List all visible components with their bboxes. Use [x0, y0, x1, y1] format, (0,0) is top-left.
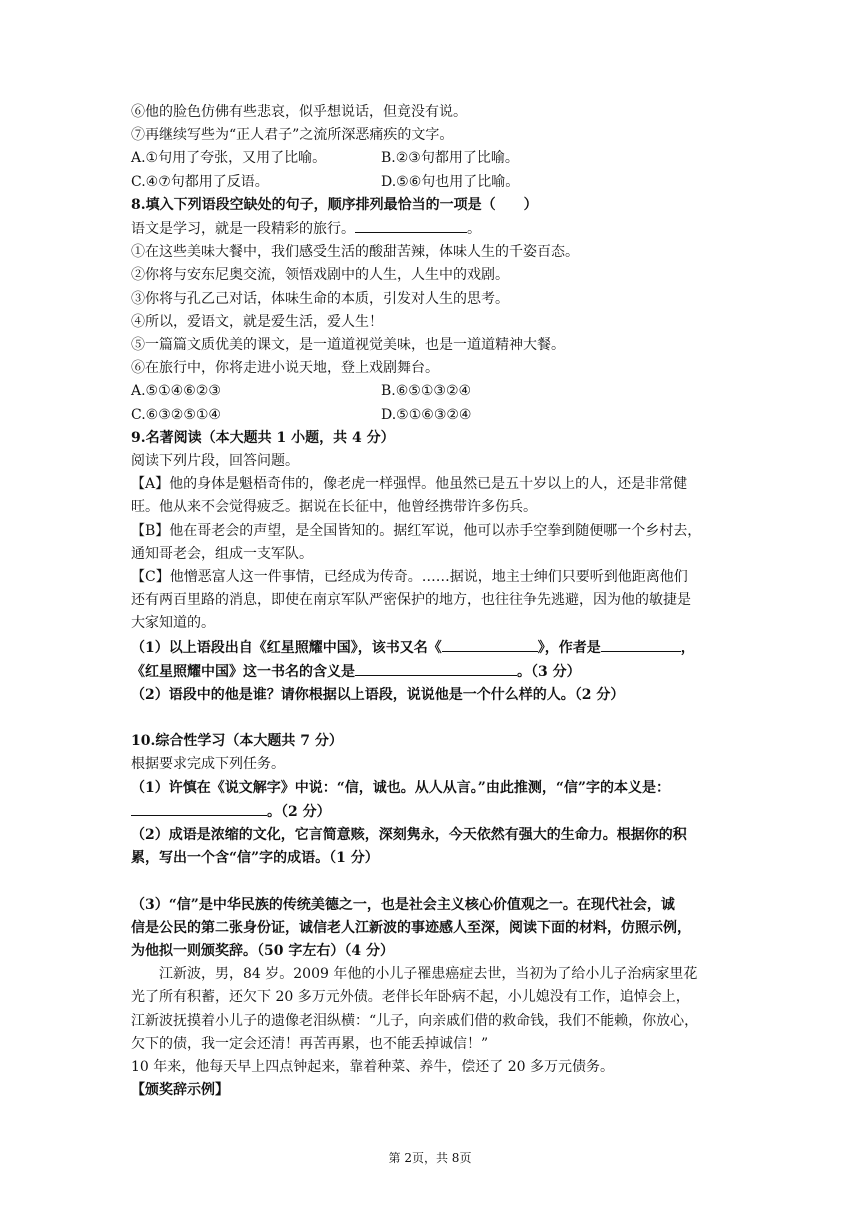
q8-lead-end: 。	[467, 221, 481, 238]
q9-paragraph-line: 【A】他的身体是魁梧奇伟的，像老虎一样强悍。他虽然已是五十岁以上的人，还是非常健	[131, 476, 688, 493]
q8-item-4: ④所以，爱语文，就是爱生活，爱人生！	[131, 313, 383, 330]
q10-sub-question-3-cont: 为他拟一则颁奖辞。（50 字左右）（4 分）	[131, 942, 394, 959]
q10-sub-question-3: （3）“信”是中华民族的传统美德之一，也是社会主义核心价值观之一。在现代社会，诚	[131, 896, 675, 913]
material-line: 江新波抚摸着小儿子的遗像老泪纵横：“儿子，向亲戚们借的救命钱，我们不能赖，你放心，	[131, 1012, 699, 1029]
q9-paragraph-line: 旺。他从来不会觉得疲乏。据说在长征中，他曾经携带许多伤兵。	[131, 499, 537, 516]
q8-option-c: C.⑥③②⑤①④	[131, 406, 221, 423]
q8-option-b: B.⑥⑤①③②④	[381, 383, 472, 400]
q9-q1-text-e: 。（3 分）	[517, 663, 581, 680]
q10-sub-question-1-cont	[131, 800, 741, 824]
q8-options-row-1	[131, 380, 741, 403]
sentence-6: ⑥他的脸色仿佛有些悲哀，似乎想说话，但竟没有说。	[131, 104, 467, 120]
material-line: 光了所有积蓄，还欠下 20 多万元外债。老伴长年卧病不起，小儿媳没有工作，追悼会上，	[131, 989, 690, 1006]
q9-paragraph-line: 大家知道的。	[131, 615, 215, 632]
q7-option-a: A.①句用了夸张，又用了比喻。	[131, 150, 327, 167]
q10-sub-question-1: （1）许慎在《说文解字》中说：“信，诚也。从人从言。”由此推测，“信”字的本义是：	[131, 779, 670, 796]
sentence-7: ⑦再继续写些为“正人君子”之流所深恶痛疾的文字。	[131, 127, 454, 144]
q9-sub-question-1	[131, 636, 741, 660]
page-footer: 第 2页，共 8页	[388, 1151, 472, 1165]
q10-instruction: 根据要求完成下列任务。	[131, 756, 285, 773]
q8-lead	[131, 217, 741, 241]
q8-item-2: ②你将与安东尼奥交流，领悟戏剧中的人生，人生中的戏剧。	[131, 267, 509, 284]
material-line: 江新波，男，84 岁。2009 年他的小儿子罹患癌症去世，当初为了给小儿子治病家里花	[159, 966, 698, 983]
answer-blank[interactable]	[442, 636, 538, 652]
q10-sub-question-3-cont: 信是公民的第二张身份证，诚信老人江新波的事迹感人至深，阅读下面的材料，仿照示例，	[131, 919, 691, 936]
q8-item-5: ⑤一篇篇文质优美的课文，是一道道视觉美味，也是一道道精神大餐。	[131, 337, 565, 354]
answer-blank[interactable]	[355, 217, 467, 233]
q7-option-b: B.②③句都用了比喻。	[381, 150, 519, 167]
q7-option-c: C.④⑦句都用了反语。	[131, 173, 269, 190]
q9-instruction: 阅读下列片段，回答问题。	[131, 453, 299, 470]
q9-q1-text-c: ，	[680, 639, 695, 656]
award-example-label: 【颁奖辞示例】	[131, 1082, 229, 1099]
answer-blank[interactable]	[131, 800, 267, 816]
q9-paragraph-line: 【C】他憎恶富人这一件事情，已经成为传奇。……据说，地主士绅们只要听到他距离他们	[131, 569, 688, 586]
q8-option-a: A.⑤①④⑥②③	[131, 383, 221, 400]
q8-lead-text: 语文是学习，就是一段精彩的旅行。	[131, 221, 355, 238]
answer-space	[131, 871, 741, 894]
q8-item-3: ③你将与孔乙己对话，体味生命的本质，引发对人生的思考。	[131, 290, 509, 307]
q7-option-d: D.⑤⑥句也用了比喻。	[381, 173, 520, 190]
q8-item-1: ①在这些美味大餐中，我们感受生活的酸甜苦辣，体味人生的千姿百态。	[131, 244, 579, 261]
q10-title: 10.综合性学习（本大题共 7 分）	[131, 733, 343, 750]
q9-title: 9.名著阅读（本大题共 1 小题，共 4 分）	[131, 429, 395, 446]
q10-q1-text-b: 。（2 分）	[267, 803, 331, 820]
document-page	[131, 101, 741, 1102]
q9-paragraph-line: 还有两百里路的消息，即使在南京军队严密保护的地方，也往往争先逃避，因为他的敏捷是	[131, 592, 691, 609]
answer-blank[interactable]	[601, 636, 681, 652]
q8-options-row-2	[131, 404, 741, 427]
material-line: 欠下的债，我一定会还清！再苦再累，也不能丢掉诚信！”	[131, 1035, 489, 1052]
q8-title: 8.填入下列语段空缺处的句子，顺序排列最恰当的一项是（ ）	[131, 196, 538, 213]
q9-q1-text-d: 《红星照耀中国》这一书名的含义是	[131, 663, 355, 680]
material-line: 10 年来，他每天早上四点钟起来，靠着种菜、养牛，偿还了 20 多万元债务。	[131, 1058, 614, 1075]
q7-options-row-1	[131, 147, 741, 170]
q9-paragraph-line: 【B】他在哥老会的声望，是全国皆知的。据红军说，他可以赤手空拳到随便哪一个乡村去，	[131, 522, 702, 539]
answer-blank[interactable]	[355, 660, 517, 676]
q9-sub-question-2: （2）语段中的他是谁？请你根据以上语段，说说他是一个什么样的人。（2 分）	[131, 687, 625, 704]
q9-paragraph-line: 通知哥老会，组成一支军队。	[131, 545, 313, 562]
q9-q1-text-b: 》，作者是	[537, 639, 601, 656]
q9-q1-text-a: （1）以上语段出自《红星照耀中国》，该书又名《	[131, 639, 442, 656]
q10-sub-question-2-cont: 累，写出一个含“信”字的成语。（1 分）	[131, 850, 379, 867]
q8-item-6: ⑥在旅行中，你将走进小说天地，登上戏剧舞台。	[131, 360, 439, 377]
q9-sub-question-1-cont	[131, 660, 741, 684]
q7-options-row-2	[131, 171, 741, 194]
q8-option-d: D.⑤①⑥③②④	[381, 406, 472, 423]
q10-sub-question-2: （2）成语是浓缩的文化，它言简意赅，深刻隽永，今天依然有强大的生命力。根据你的积	[131, 827, 687, 844]
answer-space	[131, 707, 741, 730]
